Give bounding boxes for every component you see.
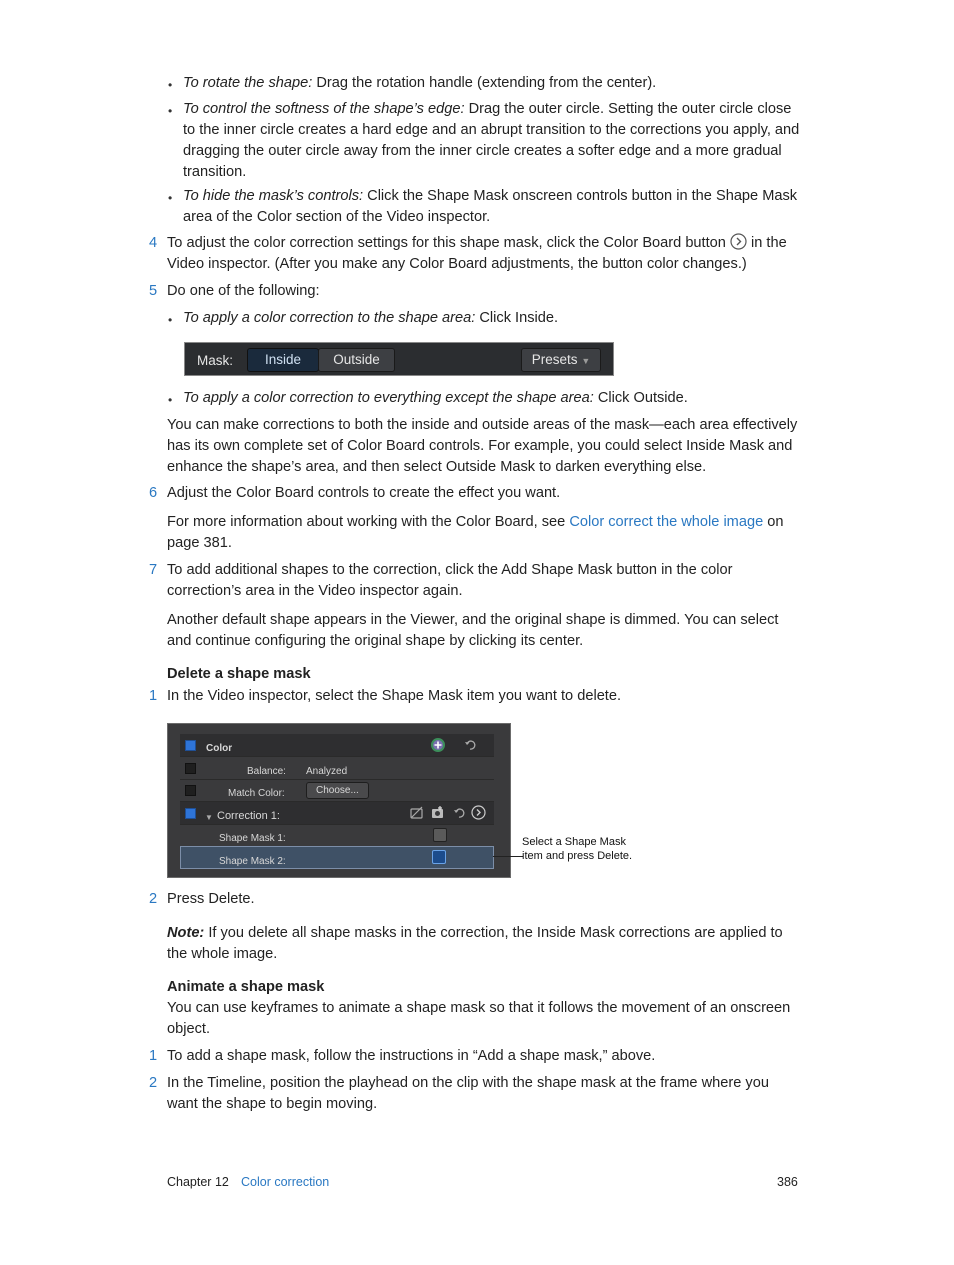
shape-mask-onscreen-icon[interactable]	[409, 805, 424, 820]
match-color-row	[180, 779, 494, 802]
color-correct-link[interactable]: Color correct the whole image	[569, 514, 764, 530]
step-6-text: Adjust the Color Board controls to create the effect you want.	[167, 485, 561, 501]
step-number: 4	[149, 235, 158, 251]
shape-mask-1-row[interactable]	[180, 824, 494, 847]
balance-value: Analyzed	[306, 766, 348, 777]
add-mask-icon[interactable]	[430, 805, 445, 820]
step-number: 6	[149, 485, 158, 501]
presets-popup[interactable]: Presets ▼	[521, 348, 601, 372]
match-color-checkbox[interactable]	[185, 785, 196, 796]
callout-line	[493, 856, 523, 857]
mask-thumbnail-icon[interactable]	[432, 850, 446, 864]
paragraph-animate: You can use keyframes to animate a shape mask so that it follows the movement of an onscreen object.	[167, 1000, 791, 1037]
step-number: 7	[149, 562, 158, 578]
footer-chapter-link[interactable]: Color correction	[241, 1175, 330, 1189]
triangle-down-icon: ▼	[581, 356, 591, 366]
disclosure-triangle-icon[interactable]: ▼	[205, 813, 213, 822]
paragraph-another-shape: Another default shape appears in the Viewer, and the original shape is dimmed. You can select and continue configuring the original shape by clicking its center.	[167, 612, 779, 649]
bullet-dot: •	[168, 313, 173, 327]
bullet-rotate: To rotate the shape: Drag the rotation handle (extending from the center).	[183, 75, 657, 91]
mask-thumbnail-icon[interactable]	[433, 828, 447, 842]
heading-animate-shape-mask: Animate a shape mask	[167, 979, 325, 995]
step-7-text: To add additional shapes to the correction, click the Add Shape Mask button in the color correction’s area in the Video inspector again.	[167, 562, 733, 599]
animate-step-2-text: In the Timeline, position the playhead on the clip with the shape mask at the frame where you want the shape to begin moving.	[167, 1075, 769, 1112]
correction-checkbox[interactable]	[185, 808, 196, 819]
paragraph-more-info: For more information about working with the Color Board, see Color correct the whole image on page 381.	[167, 514, 784, 551]
color-checkbox[interactable]	[185, 740, 196, 751]
color-board-button-icon	[730, 233, 747, 250]
correction-row[interactable]	[180, 802, 494, 825]
video-inspector-panel	[167, 723, 511, 878]
add-shape-mask-icon[interactable]	[431, 738, 445, 752]
step-number: 2	[149, 1075, 158, 1091]
mask-control-bar	[184, 342, 614, 376]
reset-icon[interactable]	[464, 739, 476, 751]
step-number: 1	[149, 688, 158, 704]
match-color-label: Match Color:	[228, 788, 285, 799]
footer-chapter: Chapter 12	[167, 1175, 229, 1189]
page-number: 386	[777, 1175, 798, 1189]
mask-label: Mask:	[197, 353, 234, 368]
callout-text: Select a Shape Mask item and press Delete.	[522, 836, 633, 862]
heading-delete-shape-mask: Delete a shape mask	[167, 666, 311, 682]
bullet-inside: To apply a color correction to the shape area: Click Inside.	[183, 310, 559, 326]
step-number: 1	[149, 1048, 158, 1064]
choose-button[interactable]: Choose...	[306, 782, 369, 799]
step-number: 5	[149, 283, 158, 299]
bullet-dot: •	[168, 104, 173, 118]
note-paragraph: Note: If you delete all shape masks in the correction, the Inside Mask corrections are applied to the whole image.	[167, 925, 783, 962]
step-5-text: Do one of the following:	[167, 283, 320, 299]
balance-row	[180, 757, 494, 780]
shape-mask-2-row[interactable]	[180, 846, 494, 869]
shape-mask-2-label: Shape Mask 2:	[219, 856, 286, 867]
color-section-label: Color	[206, 743, 233, 754]
reset-icon[interactable]	[453, 807, 465, 819]
balance-label: Balance:	[247, 766, 286, 777]
delete-step-2-text: Press Delete.	[167, 891, 255, 907]
bullet-dot: •	[168, 78, 173, 92]
bullet-outside: To apply a color correction to everything except the shape area: Click Outside.	[183, 390, 688, 406]
paragraph-inside-outside: You can make corrections to both the inside and outside areas of the mask—each area effectively has its own complete set of Color Board controls. For example, you could select Inside Mask and enhance the shape’s area, and then select Outside Mask to darken everything else.	[167, 417, 798, 475]
color-section-row[interactable]	[180, 734, 494, 757]
bullet-hide: To hide the mask’s controls: Click the Shape Mask onscreen controls button in the Shape Mask area of the Color section of the Video inspector.	[183, 188, 798, 225]
outside-button[interactable]: Outside	[318, 348, 395, 372]
bullet-dot: •	[168, 393, 173, 407]
color-board-button-icon[interactable]	[471, 805, 486, 820]
shape-mask-1-label: Shape Mask 1:	[219, 833, 286, 844]
bullet-softness: To control the softness of the shape’s edge: Drag the outer circle. Setting the outer circle close to the inner circle creates a hard edge and an abrupt transition to the corrections you apply, and dragging the outer circle away from the inner circle creates a softer edge and a more gradual transition.	[183, 101, 800, 180]
step-number: 2	[149, 891, 158, 907]
bullet-dot: •	[168, 191, 173, 205]
balance-checkbox[interactable]	[185, 763, 196, 774]
inside-button[interactable]: Inside	[247, 348, 319, 372]
correction-label: Correction 1:	[217, 810, 280, 822]
animate-step-1-text: To add a shape mask, follow the instructions in “Add a shape mask,” above.	[167, 1048, 656, 1064]
delete-step-1-text: In the Video inspector, select the Shape Mask item you want to delete.	[167, 688, 622, 704]
step-4-text: To adjust the color correction settings for this shape mask, click the Color Board button in the Video inspector. (After you make any Color Board adjustments, the button color changes.)	[167, 235, 787, 272]
